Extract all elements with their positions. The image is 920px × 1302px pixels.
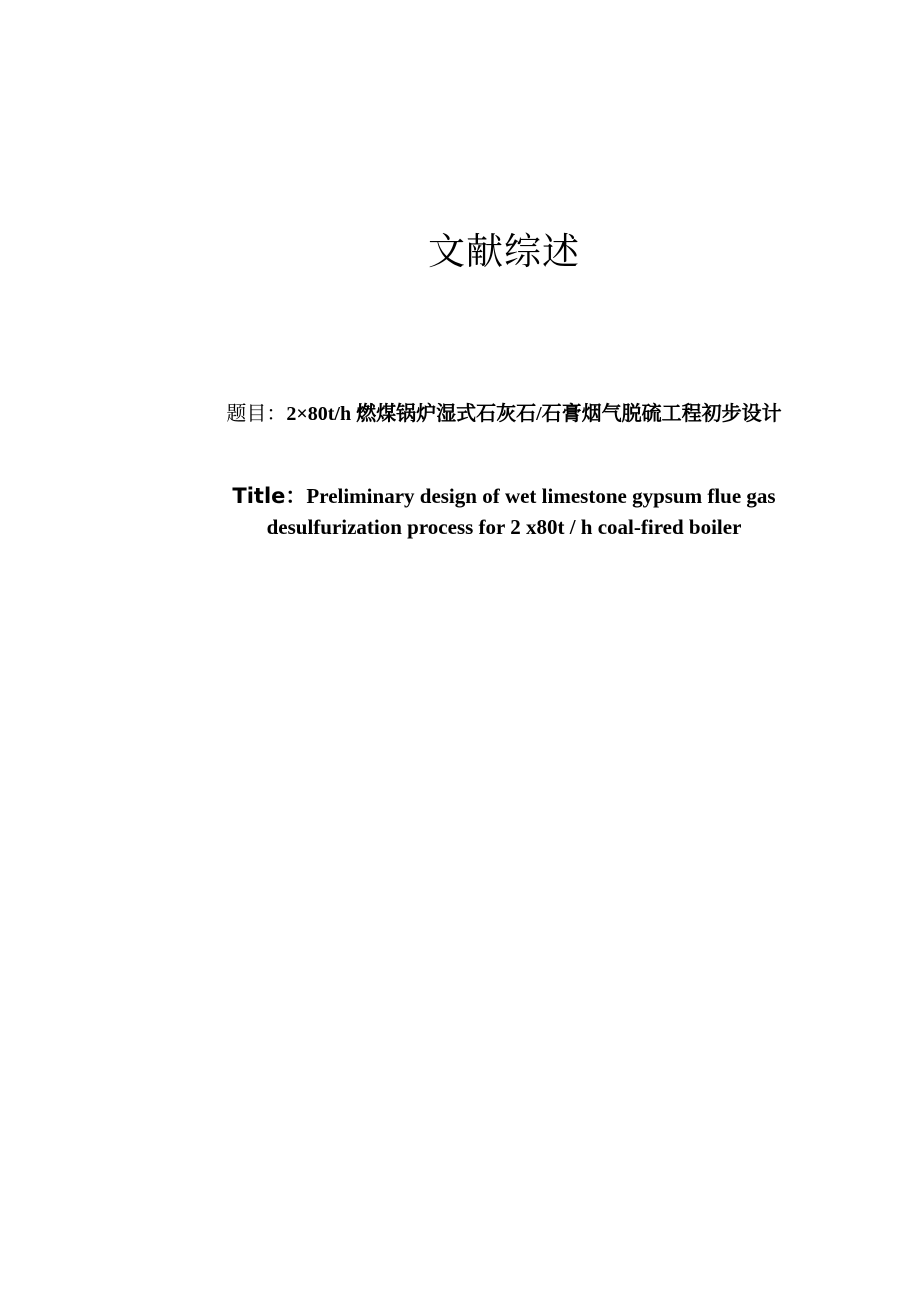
chinese-title [168, 398, 840, 430]
chinese-title-label: 题目： [226, 401, 287, 425]
page-title: 文献综述 [428, 230, 580, 273]
english-title-label: Title： [232, 484, 307, 508]
english-title [168, 481, 840, 543]
english-title-text: Preliminary design of wet limestone gypsum flue gas desulfurization process for 2 x80t / h coal-fired boiler [266, 484, 776, 539]
chinese-title-text: 2×80t/h 燃煤锅炉湿式石灰石/石膏烟气脱硫工程初步设计 [286, 403, 782, 425]
